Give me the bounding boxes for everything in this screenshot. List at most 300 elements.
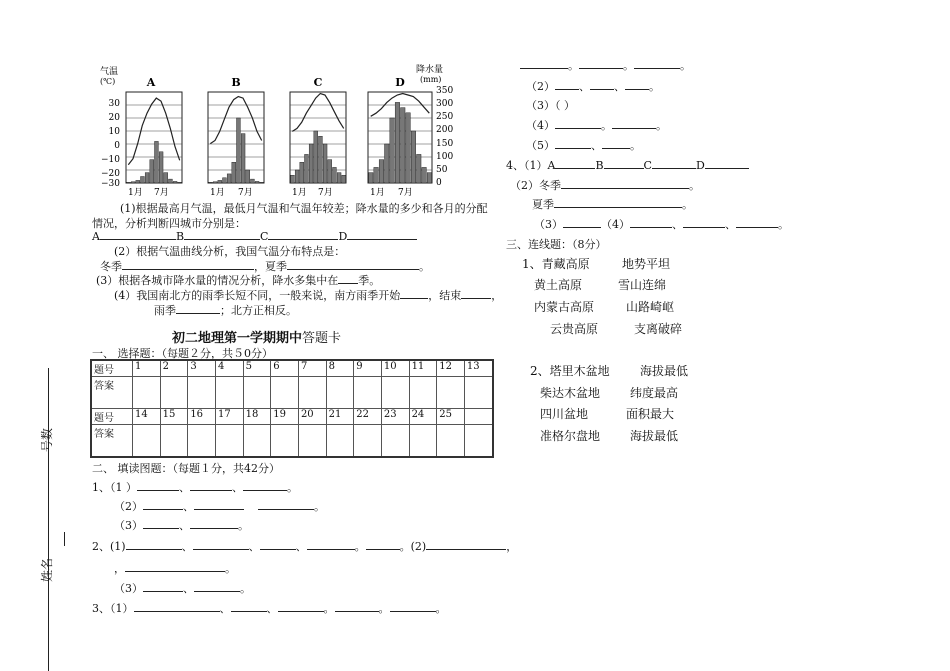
blank[interactable]	[194, 499, 244, 510]
blank[interactable]	[258, 499, 314, 510]
answer-cell[interactable]	[381, 377, 409, 409]
match1-right-2[interactable]: 山路崎岖	[626, 300, 675, 314]
precip-bar	[295, 170, 299, 183]
blank[interactable]	[602, 138, 630, 149]
answer-cell[interactable]	[133, 425, 161, 457]
fill-2-1b	[114, 560, 236, 576]
answer-cell[interactable]	[354, 425, 382, 457]
answer-cell[interactable]	[326, 425, 354, 457]
left-tick: −10	[101, 155, 120, 165]
label: （3）	[534, 218, 563, 231]
num-cell: 9	[354, 360, 382, 377]
label: （5）	[526, 139, 555, 152]
blank[interactable]	[561, 178, 689, 189]
answer-cell[interactable]	[188, 425, 216, 457]
precip-bar	[328, 160, 332, 183]
precip-bar	[314, 131, 318, 183]
blank[interactable]	[590, 79, 614, 90]
num-cell: 1	[133, 360, 161, 377]
q1-line2: 情况，分析判断四城市分别是：	[92, 217, 246, 230]
answer-cell[interactable]	[160, 377, 188, 409]
precip-bar	[300, 162, 304, 183]
end: 。	[656, 119, 667, 132]
blank[interactable]	[366, 539, 400, 550]
fill-2-3	[114, 580, 251, 596]
answer-card-title-rest: 答题卡	[302, 331, 342, 346]
num-cell: 7	[298, 360, 326, 377]
label: （2）	[526, 80, 555, 93]
precip-bar	[131, 182, 135, 183]
q3-line	[96, 272, 380, 288]
label: （4）	[601, 218, 630, 231]
precip-bar	[337, 173, 341, 183]
answer-cell[interactable]	[243, 377, 271, 409]
left-tick: 10	[108, 127, 120, 137]
sep: 、	[672, 218, 683, 231]
r-line-1	[520, 57, 691, 73]
chart-title-c: C	[313, 76, 323, 89]
blank[interactable]	[612, 118, 656, 129]
q1-answers	[92, 229, 417, 243]
right-tick: 50	[436, 165, 448, 175]
right-axis-label: 降水量	[416, 65, 444, 75]
answer-cell[interactable]	[133, 377, 161, 409]
blank[interactable]	[426, 539, 506, 550]
num-cell: 24	[409, 409, 437, 425]
label: 夏季	[532, 198, 554, 211]
num-cell: 8	[326, 360, 354, 377]
q4-line2	[154, 302, 297, 318]
blank[interactable]	[390, 601, 436, 612]
right-tick: 0	[436, 178, 442, 188]
dot: 。	[354, 540, 366, 553]
answer-cell[interactable]	[381, 425, 409, 457]
num-cell: 17	[215, 409, 243, 425]
blank-b[interactable]	[184, 229, 260, 240]
x-label: 7月	[318, 188, 333, 198]
precip-bar	[374, 167, 379, 183]
precip-bar	[237, 118, 241, 183]
dot: 。	[568, 59, 579, 72]
end: 。	[680, 59, 691, 72]
answer-cell[interactable]	[298, 377, 326, 409]
dot: 。	[323, 602, 335, 615]
right-axis-unit: (mm)	[420, 75, 442, 84]
answer-cell[interactable]	[215, 377, 243, 409]
left-tick: 0	[114, 141, 120, 151]
r-line-5	[526, 137, 641, 153]
temperature-line	[292, 94, 343, 132]
precip-bar	[395, 102, 400, 183]
q4-tail: ；北方正相反。	[220, 304, 297, 317]
answer-cell[interactable]	[437, 377, 465, 409]
blank-a[interactable]	[555, 158, 595, 169]
blank[interactable]	[143, 499, 183, 510]
num-cell: 19	[271, 409, 299, 425]
end: 。	[778, 218, 789, 231]
precip-bar	[260, 182, 264, 183]
precip-bar	[417, 154, 422, 183]
num-cell: 22	[354, 409, 382, 425]
sep: 、	[266, 602, 278, 615]
answer-cell[interactable]	[409, 425, 437, 457]
precip-bar	[209, 182, 213, 183]
fill-3-label: 3、（1）	[92, 602, 134, 615]
section-1-heading: 一、 选择题：（每题２分，共５0分）	[92, 347, 273, 360]
num-cell: 2	[160, 360, 188, 377]
sep: 、	[181, 540, 193, 553]
blank-a[interactable]	[100, 229, 176, 240]
match1-right-3[interactable]: 支离破碎	[634, 322, 683, 336]
label-a: A	[92, 230, 100, 243]
blank[interactable]	[736, 217, 778, 228]
match2-right-1[interactable]: 纬度最高	[630, 386, 679, 400]
precip-bar	[323, 144, 327, 183]
table-row	[91, 409, 493, 425]
x-label: 1月	[370, 188, 385, 198]
fill-2-1	[92, 538, 517, 554]
match2-left-1[interactable]: 柴达木盆地	[540, 386, 601, 400]
precip-bar	[251, 179, 255, 183]
fill-1-1	[92, 479, 298, 495]
right-ticks	[436, 86, 453, 188]
end: 。	[682, 198, 693, 211]
match1-left-3[interactable]: 云贵高原	[550, 322, 599, 336]
fill-1-label: 1、（1 ）	[92, 481, 137, 494]
precip-bar	[422, 167, 427, 183]
right-tick: 150	[436, 139, 454, 149]
table-row	[91, 360, 493, 377]
q2-line1: (2）根据气温曲线分析，我国气温分布特点是：	[114, 245, 346, 258]
precip-bar	[141, 177, 145, 184]
temperature-line	[128, 98, 179, 165]
right-tick: 100	[436, 152, 454, 162]
precip-bar	[213, 182, 217, 183]
precip-bar	[150, 160, 154, 183]
fill-2-label: 2、(1)	[92, 540, 126, 553]
blank[interactable]	[243, 480, 287, 491]
num-cell	[464, 409, 493, 425]
label: （4）	[526, 119, 555, 132]
precip-bar	[255, 181, 259, 183]
precip-bar	[309, 144, 313, 183]
r-line-2	[526, 78, 660, 94]
precip-bar	[385, 144, 390, 183]
chart-title-d: D	[395, 76, 405, 89]
num-cell: 18	[243, 409, 271, 425]
sep: 、	[295, 540, 307, 553]
match1-right-0[interactable]: 地势平坦	[622, 257, 671, 271]
q4-label-c: C	[643, 159, 652, 172]
answer-cell[interactable]	[188, 377, 216, 409]
match1-left-2[interactable]: 内蒙古高原	[534, 300, 595, 314]
blank[interactable]	[630, 217, 672, 228]
blank[interactable]	[554, 197, 682, 208]
match1-right-1[interactable]: 雪山连绵	[618, 278, 667, 292]
blank[interactable]	[555, 138, 591, 149]
fill-1-2	[114, 498, 325, 514]
q4-season-label: 雨季	[154, 304, 176, 317]
precip-bar	[319, 136, 323, 183]
right-tick: 350	[436, 86, 454, 96]
blank-d[interactable]	[347, 229, 417, 240]
sep: 、	[179, 519, 190, 532]
fill-2-2-label: (2)	[410, 540, 427, 553]
sep: 、	[614, 80, 625, 93]
answer-cell[interactable]	[464, 377, 493, 409]
blank[interactable]	[260, 539, 296, 550]
q4-label-d: D	[695, 159, 705, 172]
blank[interactable]	[563, 217, 601, 228]
precip-bar	[227, 174, 231, 183]
end: 。	[689, 179, 700, 192]
sep: 、	[232, 481, 243, 494]
sep: 、	[725, 218, 736, 231]
q4-abcd	[506, 157, 749, 173]
precip-bar	[232, 162, 236, 183]
end: 。	[238, 519, 249, 532]
precip-bar	[218, 180, 222, 183]
match2-right-0[interactable]: 海拔最低	[640, 364, 689, 378]
blank-c[interactable]	[268, 229, 338, 240]
precip-bar	[159, 152, 163, 183]
match2-right-2[interactable]: 面积最大	[626, 407, 675, 421]
blank[interactable]	[555, 79, 579, 90]
blank[interactable]	[579, 58, 623, 69]
q3-blank[interactable]	[338, 273, 358, 284]
blank[interactable]	[143, 518, 179, 529]
chart-title-b: B	[231, 76, 241, 89]
precip-bar	[342, 175, 346, 183]
q4-end-blank[interactable]	[461, 288, 491, 299]
fill-1-3	[114, 517, 249, 533]
r-line-3: （3）（ ）	[526, 99, 575, 112]
precip-bar	[411, 131, 416, 183]
num-cell: 16	[188, 409, 216, 425]
match2-left-2[interactable]: 四川盆地	[540, 407, 589, 421]
precip-bar	[390, 118, 395, 183]
match1-left-0[interactable]: 1、青藏高原	[522, 257, 590, 271]
blank[interactable]	[126, 539, 182, 550]
side-line	[48, 368, 49, 671]
label: （2）冬季	[510, 179, 561, 192]
precip-bar	[173, 181, 177, 183]
q4-start-blank[interactable]	[400, 288, 428, 299]
sep: 、	[591, 139, 602, 152]
blank[interactable]	[335, 601, 379, 612]
blank[interactable]	[193, 539, 249, 550]
winter-label: 冬季	[100, 260, 122, 273]
end: 。	[435, 602, 447, 615]
blank[interactable]	[520, 58, 568, 69]
match2-right-3[interactable]: 海拔最低	[630, 429, 679, 443]
blank[interactable]	[625, 79, 649, 90]
num-cell: 20	[298, 409, 326, 425]
left-axis-label: 气温	[100, 67, 119, 77]
blank[interactable]	[194, 581, 240, 592]
x-label: 7月	[154, 188, 169, 198]
num-cell: 23	[381, 409, 409, 425]
end: 。	[240, 582, 251, 595]
q4-label-a: 4、（1）A	[506, 159, 556, 172]
precip-bar	[164, 173, 168, 183]
blank-b[interactable]	[604, 158, 644, 169]
blank[interactable]	[278, 601, 324, 612]
chart-frame	[126, 92, 182, 183]
chart-title-a: A	[146, 76, 156, 89]
precip-bar	[136, 180, 140, 183]
blank[interactable]	[634, 58, 680, 69]
side-tick	[64, 532, 65, 546]
precip-bar	[333, 167, 337, 183]
table-row	[91, 377, 493, 409]
end: 。	[314, 500, 325, 513]
x-label: 1月	[128, 188, 143, 198]
precip-bar	[291, 175, 295, 183]
fill-3-1	[92, 600, 447, 616]
answer-cell[interactable]	[215, 425, 243, 457]
q4-season-blank[interactable]	[176, 303, 220, 314]
q4-winter	[510, 177, 700, 193]
num-cell: 3	[188, 360, 216, 377]
winter-blank[interactable]	[122, 259, 254, 270]
comma: ，	[114, 562, 125, 575]
precip-bar	[369, 173, 374, 183]
match2-left-0[interactable]: 2、塔里木盆地	[530, 364, 610, 378]
answer-table	[90, 359, 494, 458]
precip-bar	[406, 113, 411, 183]
dot: 。	[623, 59, 634, 72]
precip-bar	[379, 160, 384, 183]
end: 。	[225, 562, 236, 575]
chart-frame	[290, 92, 346, 183]
match1-left-1[interactable]: 黄土高原	[534, 278, 583, 292]
blank[interactable]	[190, 518, 238, 529]
precip-bar	[155, 141, 159, 183]
label-c: C	[260, 230, 269, 243]
precip-bar	[145, 173, 149, 183]
section-3-heading: 三、连线题：（8分）	[506, 238, 607, 251]
precip-bar	[401, 108, 406, 183]
q2-end: 。	[419, 260, 430, 273]
summer-blank[interactable]	[287, 259, 419, 270]
row-head: 答案	[91, 425, 133, 457]
q3-end: 季。	[358, 274, 381, 287]
right-tick: 200	[436, 125, 454, 135]
precip-bar	[127, 182, 131, 183]
q4-summer	[532, 196, 693, 212]
precip-bar	[246, 170, 250, 183]
answer-cell[interactable]	[437, 425, 465, 457]
q1-line1: (1)根据最高月气温，最低月气温和气温年较差；降水量的多少和各月的分配	[120, 202, 488, 215]
q4-comma: ，	[491, 289, 503, 302]
num-cell: 13	[464, 360, 493, 377]
left-tick: −30	[101, 179, 120, 189]
sep: 、	[579, 80, 590, 93]
q3-text: (3）根据各城市降水量的情况分析，降水多集中在	[96, 274, 339, 287]
side-label-name: 姓名	[40, 557, 54, 582]
label-b: B	[175, 230, 185, 243]
precip-bar	[169, 179, 173, 183]
answer-cell[interactable]	[326, 377, 354, 409]
blank[interactable]	[125, 561, 225, 572]
sep: 、	[248, 540, 260, 553]
left-ticks	[101, 99, 120, 189]
row-head: 答案	[91, 377, 133, 409]
num-cell: 10	[381, 360, 409, 377]
q4-3-4	[534, 216, 789, 232]
climate-charts-svg	[96, 62, 466, 198]
precip-bar	[305, 154, 309, 183]
answer-cell[interactable]	[271, 377, 299, 409]
left-axis-unit: (℃)	[100, 77, 116, 86]
label-d: D	[338, 230, 348, 243]
num-cell: 14	[133, 409, 161, 425]
end: 。	[287, 481, 298, 494]
num-cell: 15	[160, 409, 188, 425]
r-line-4	[526, 117, 667, 133]
answer-card-title-bold: 初二地理第一学期期中	[172, 331, 303, 346]
x-label: 7月	[398, 188, 413, 198]
dot: 。	[601, 119, 612, 132]
answer-cell[interactable]	[160, 425, 188, 457]
answer-cell[interactable]	[271, 425, 299, 457]
num-cell: 5	[243, 360, 271, 377]
precip-bar	[241, 134, 245, 183]
x-labels	[128, 187, 413, 198]
dot: 。	[378, 602, 390, 615]
blank[interactable]	[134, 601, 220, 612]
blank[interactable]	[143, 581, 183, 592]
blank[interactable]	[307, 539, 355, 550]
blank[interactable]	[555, 118, 601, 129]
blank-c[interactable]	[652, 158, 696, 169]
q4-line1	[114, 287, 502, 303]
blank[interactable]	[231, 601, 267, 612]
sep: 、	[183, 500, 194, 513]
answer-card-title	[172, 327, 341, 346]
q4-end-label: ，结束	[428, 289, 462, 302]
sep: 、	[179, 481, 190, 494]
answer-cell[interactable]	[243, 425, 271, 457]
blank[interactable]	[190, 480, 232, 491]
answer-cell[interactable]	[354, 377, 382, 409]
table-row	[91, 425, 493, 457]
num-cell: 12	[437, 360, 465, 377]
answer-cell[interactable]	[409, 377, 437, 409]
num-cell: 11	[409, 360, 437, 377]
temperature-line	[210, 97, 261, 144]
fill-label: （2）	[114, 500, 143, 513]
blank[interactable]	[137, 480, 179, 491]
climate-charts	[96, 62, 466, 198]
precip-bar	[178, 182, 182, 183]
blank-d[interactable]	[705, 158, 749, 169]
comma: ，	[506, 540, 518, 553]
fill-label: （3）	[114, 519, 143, 532]
q4-text: (4）我国南北方的雨季长短不同，一般来说，南方雨季开始	[114, 289, 401, 302]
left-tick: 20	[108, 113, 120, 123]
left-tick: 30	[108, 99, 120, 109]
answer-cell[interactable]	[464, 425, 493, 457]
num-cell: 6	[271, 360, 299, 377]
answer-cell[interactable]	[298, 425, 326, 457]
x-label: 7月	[238, 188, 253, 198]
sep: 、	[219, 602, 231, 615]
blank[interactable]	[683, 217, 725, 228]
summer-label: ，夏季	[254, 260, 287, 273]
match2-left-3[interactable]: 准格尔盘地	[540, 429, 601, 443]
